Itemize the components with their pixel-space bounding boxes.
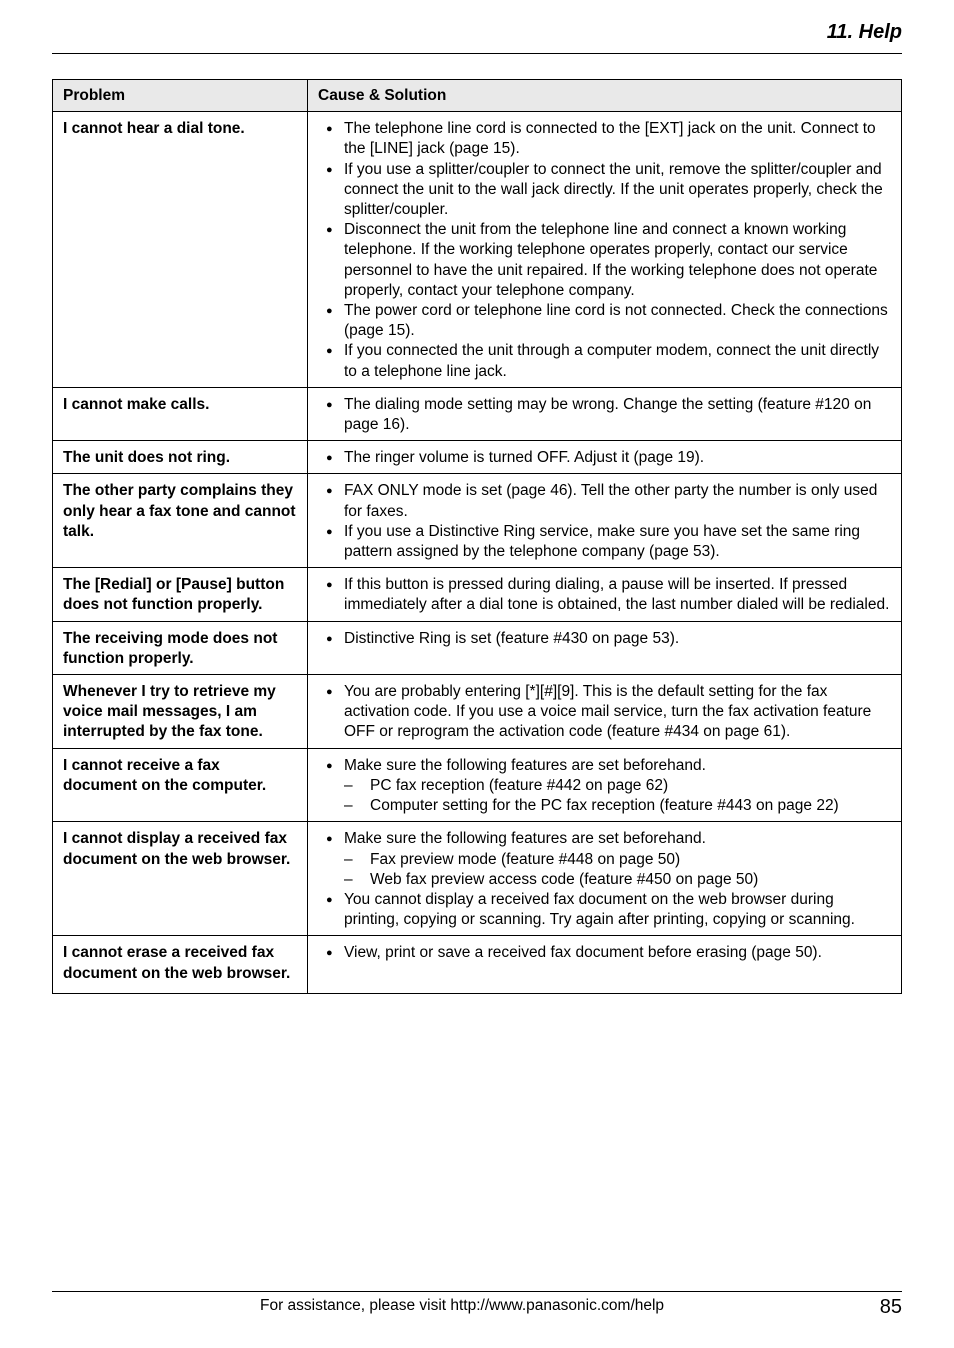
solution-subitem: – Computer setting for the PC fax reception (feature #443 on page 22) xyxy=(344,796,891,816)
chapter-title: 11. Help xyxy=(826,21,902,43)
table-row xyxy=(53,621,902,674)
problem-cell: I cannot erase a received fax document on the web browser. xyxy=(53,936,308,993)
solution-item: ● If you use a splitter/coupler to connect the unit, remove the splitter/coupler and connect the unit to the wall jack directly. If the unit operates properly, check the splitter/coupler. xyxy=(318,160,891,221)
troubleshooting-table xyxy=(52,79,902,994)
solution-item: ● If you use a Distinctive Ring service, make sure you have set the same ring pattern assigned by the telephone company (page 53). xyxy=(318,522,891,562)
table-row xyxy=(53,822,902,936)
footer-assistance-text: For assistance, please visit http://www.panasonic.com/help xyxy=(260,1297,665,1314)
solution-list xyxy=(318,629,891,649)
table-row xyxy=(53,441,902,474)
problem-cell: I cannot hear a dial tone. xyxy=(53,112,308,388)
solution-item-text: Make sure the following features are set beforehand. xyxy=(344,830,706,848)
solution-item: ● Disconnect the unit from the telephone line and connect a known working telephone. If the working telephone operates properly, contact our service personnel to have the unit repaired. If the working telephone does not operate properly, contact your telephone company. xyxy=(318,220,891,301)
solution-item: ● The power cord or telephone line cord is not connected. Check the connections (page 15). xyxy=(318,301,891,341)
solution-item: ● The dialing mode setting may be wrong. Change the setting (feature #120 on page 16). xyxy=(318,395,891,435)
problem-cell: Whenever I try to retrieve my voice mail messages, I am interrupted by the fax tone. xyxy=(53,675,308,749)
solution-cell xyxy=(308,822,902,936)
solution-item xyxy=(318,829,891,890)
problem-cell: The [Redial] or [Pause] button does not function properly. xyxy=(53,568,308,621)
solution-list xyxy=(318,395,891,435)
solution-item: ● The ringer volume is turned OFF. Adjust it (page 19). xyxy=(318,448,891,468)
solution-item: ● You cannot display a received fax document on the web browser during printing, copying or scanning. Try again after printing, copying or scanning. xyxy=(318,890,891,930)
solution-cell xyxy=(308,112,902,388)
problem-cell: The other party complains they only hear a fax tone and cannot talk. xyxy=(53,474,308,568)
solution-item: ● You are probably entering [*][#][9]. This is the default setting for the fax activation code. If you use a voice mail service, turn the fax activation feature OFF or reprogram the activation code (feature #434 on page 61). xyxy=(318,682,891,743)
footer-divider xyxy=(52,1291,902,1292)
table-row xyxy=(53,474,902,568)
solution-list xyxy=(318,481,891,562)
solution-item xyxy=(318,756,891,817)
table-row xyxy=(53,675,902,749)
solution-item: ● Distinctive Ring is set (feature #430 on page 53). xyxy=(318,629,891,649)
solution-item: ● View, print or save a received fax document before erasing (page 50). xyxy=(318,943,891,963)
solution-list xyxy=(318,943,891,963)
problem-cell: The receiving mode does not function properly. xyxy=(53,621,308,674)
solution-list xyxy=(318,829,891,930)
solution-subitem: – PC fax reception (feature #442 on page 62) xyxy=(344,776,891,796)
solution-item-text: Make sure the following features are set beforehand. xyxy=(344,756,706,774)
solution-item: ● The telephone line cord is connected to the [EXT] jack on the unit. Connect to the [LINE] jack (page 15). xyxy=(318,119,891,159)
solution-cell xyxy=(308,675,902,749)
solution-cell xyxy=(308,474,902,568)
solution-cell xyxy=(308,568,902,621)
solution-subitem: – Web fax preview access code (feature #450 on page 50) xyxy=(344,870,891,890)
solution-list xyxy=(318,756,891,817)
solution-sublist xyxy=(344,850,891,890)
column-header-solution: Cause & Solution xyxy=(308,80,902,112)
table-header-row xyxy=(53,80,902,112)
solution-subitem: – Fax preview mode (feature #448 on page 50) xyxy=(344,850,891,870)
problem-cell: I cannot receive a fax document on the computer. xyxy=(53,748,308,822)
table-row xyxy=(53,112,902,388)
problem-cell: I cannot make calls. xyxy=(53,387,308,440)
solution-list xyxy=(318,682,891,743)
solution-item: ● If you connected the unit through a computer modem, connect the unit directly to a telephone line jack. xyxy=(318,341,891,381)
solution-list xyxy=(318,575,891,615)
table-row xyxy=(53,387,902,440)
solution-cell xyxy=(308,621,902,674)
problem-cell: The unit does not ring. xyxy=(53,441,308,474)
page-number: 85 xyxy=(879,1296,902,1318)
solution-sublist xyxy=(344,776,891,816)
table-row xyxy=(53,936,902,993)
solution-cell xyxy=(308,936,902,993)
solution-cell xyxy=(308,748,902,822)
column-header-problem: Problem xyxy=(53,80,308,112)
table-row xyxy=(53,568,902,621)
solution-cell xyxy=(308,441,902,474)
solution-list xyxy=(318,448,891,468)
solution-item: ● FAX ONLY mode is set (page 46). Tell the other party the number is only used for faxes. xyxy=(318,481,891,521)
problem-cell: I cannot display a received fax document on the web browser. xyxy=(53,822,308,936)
header-divider xyxy=(52,53,902,54)
table-row xyxy=(53,748,902,822)
solution-cell xyxy=(308,387,902,440)
solution-item: ● If this button is pressed during dialing, a pause will be inserted. If pressed immediately after a dial tone is obtained, the last number dialed will be redialed. xyxy=(318,575,891,615)
solution-list xyxy=(318,119,891,382)
